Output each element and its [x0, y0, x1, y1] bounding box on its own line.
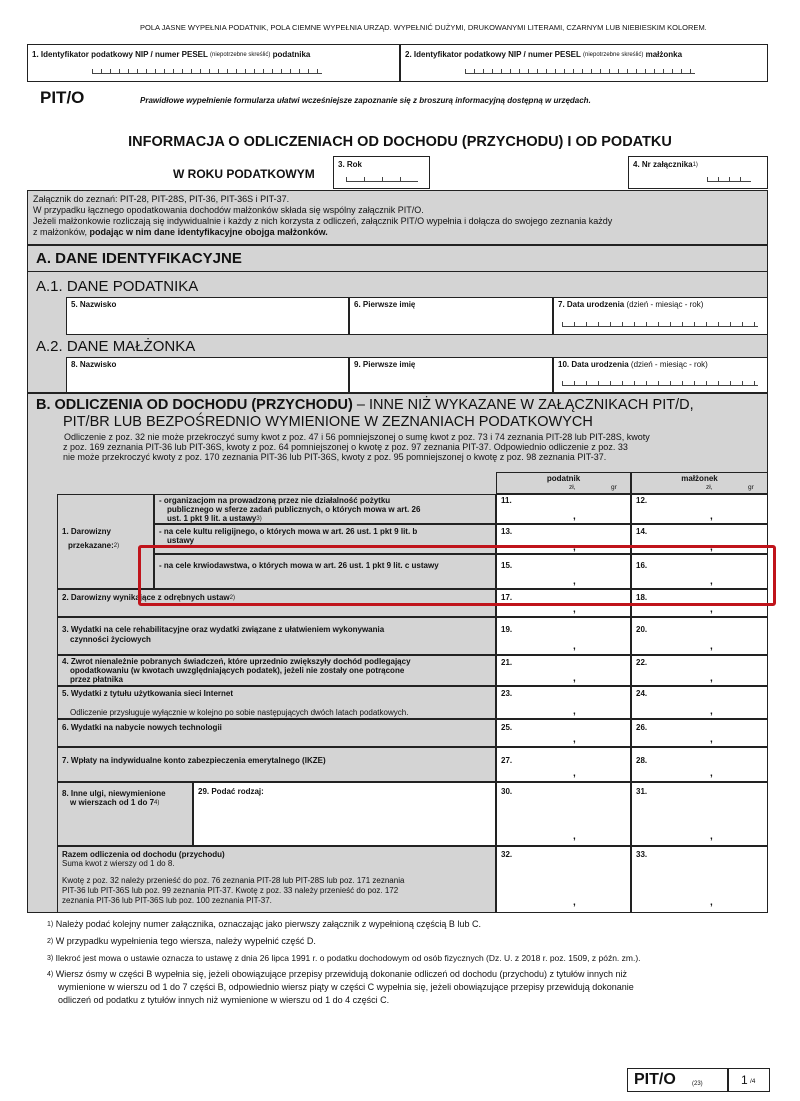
section-a-title: A. DANE IDENTYFIKACYJNE	[36, 250, 242, 267]
footer-form-code	[627, 1068, 728, 1092]
a1-birthdate-hint: (dzień - miesiąc - rok)	[626, 300, 704, 309]
intro-line-4a: z małżonków,	[33, 227, 88, 237]
row-1a-text-3: ust. 1 pkt 9 lit. a ustawy	[167, 514, 257, 523]
row-5-text-cell	[57, 686, 496, 719]
field-25[interactable]	[496, 719, 631, 747]
row-8-label-cell	[57, 782, 193, 846]
footnote-4-line-3: odliczeń od podatku z tytułów innych niż wymienione w wierszu od 1 do 4 części C.	[58, 995, 390, 1005]
field-23-comma: ,	[573, 706, 576, 717]
row-8-text-1: 8. Inne ulgi, niewymienione	[62, 789, 166, 798]
footnote-3: Ilekroć jest mowa o ustawie oznacza to ustawę z dnia 26 lipca 1991 r. o podatku dochodowym od osób fizycznych (Dz. U. z 2018 r. poz. 1509, z późn. zm.).	[55, 953, 641, 963]
footnote-2-mark: 2)	[47, 938, 54, 945]
field-28[interactable]	[631, 747, 768, 782]
section-b-note-1: Odliczenie z poz. 32 nie może przekroczyć sumy kwot z poz. 47 i 56 pomniejszonej o sumę kwot z poz. 73 i 74 zeznania PIT-28 lub PIT-28S, kwoty	[64, 432, 650, 442]
year-field-ticks	[346, 177, 418, 182]
row-1b-text-2: ustawy	[167, 536, 195, 545]
sum-subtitle: Suma kwot z wierszy od 1 do 8.	[62, 859, 175, 868]
row-1b-text-1: - na cele kultu religijnego, o których mowa w art. 26 ust. 1 pkt 9 lit. b	[159, 527, 418, 536]
section-b-note-2: z poz. 169 zeznania PIT-36 lub PIT-36S, kwoty z poz. 64 pomniejszonej o kwotę z poz. 97 zeznania PIT-37. Odpowiednio odliczenie z poz. 33	[63, 442, 628, 452]
a1-firstname-label: 6. Pierwsze imię	[354, 300, 416, 309]
year-field[interactable]	[333, 156, 430, 189]
row-2-text: 2. Darowizny wynikające z odrębnych ustaw	[62, 593, 230, 602]
row-7-text-cell	[57, 747, 496, 782]
row-5-text-1: 5. Wydatki z tytułu użytkowania sieci Internet	[62, 689, 234, 698]
field-26-comma: ,	[710, 734, 713, 745]
a2-firstname-field[interactable]	[349, 357, 553, 393]
row-8-sup: 4)	[154, 800, 160, 806]
footnote-4-line-2: wymienione w wierszu od 1 do 7 części B, odpowiednio wiersz piąty w części C wypełnia się, jeżeli obowiązujące przepisy przewidują dokonanie	[58, 982, 634, 992]
a2-surname-field[interactable]	[66, 357, 349, 393]
row-2-sup: 2)	[229, 595, 235, 601]
field-24[interactable]	[631, 686, 768, 719]
a2-birthdate-label: 10. Data urodzenia	[558, 360, 629, 369]
field-11-comma: ,	[573, 511, 576, 522]
a1-birthdate-ticks	[562, 322, 758, 327]
row-5-text-2: Odliczenie przysługuje wyłącznie w kolejno po sobie następujących dwóch latach podatkowych.	[70, 708, 409, 717]
row-6-text: 6. Wydatki na nabycie nowych technologii	[62, 723, 222, 732]
field-19-label: 19.	[501, 625, 513, 634]
field-24-comma: ,	[710, 706, 713, 717]
a1-surname-label: 5. Nazwisko	[71, 300, 117, 309]
year-field-label: 3. Rok	[338, 160, 363, 169]
field-12-label: 12.	[636, 496, 648, 505]
field-32-label: 32.	[501, 850, 513, 859]
section-a2-title: A.2. DANE MAŁŻONKA	[36, 338, 196, 355]
field-20-label: 20.	[636, 625, 648, 634]
a2-birthdate-hint: (dzień - miesiąc - rok)	[630, 360, 708, 369]
taxpayer-id-sup: (niepotrzebne skreślić)	[209, 52, 271, 58]
field-19[interactable]	[496, 617, 631, 655]
row-1-label-b: przekazane:	[68, 541, 114, 550]
a1-birthdate-field[interactable]	[553, 297, 768, 335]
row-4-text-1: 4. Zwrot nienależnie pobranych świadczeń, które uprzednio zwiększyły dochód podlegający	[62, 657, 411, 666]
field-20[interactable]	[631, 617, 768, 655]
field-29[interactable]	[193, 782, 496, 846]
intro-line-3: Jeżeli małżonkowie rozliczają się indywidualnie i każdy z nich korzysta z odliczeń, załącznik PIT/O wypełnia i dołącza do swojego zeznania każdy	[33, 216, 613, 226]
a2-birthdate-field[interactable]	[553, 357, 768, 393]
row-4-text-2: opodatkowaniu (w kwotach uwzględniających podatek), jeżeli nie zostały one potrącone	[70, 666, 405, 675]
field-31[interactable]	[631, 782, 768, 846]
attachment-number-field[interactable]	[628, 156, 768, 189]
field-30[interactable]	[496, 782, 631, 846]
field-31-label: 31.	[636, 787, 648, 796]
field-28-label: 28.	[636, 756, 648, 765]
spouse-id-sup: (niepotrzebne skreślić)	[582, 52, 644, 58]
row-3-text-1: 3. Wydatki na cele rehabilitacyjne oraz wydatki związane z ułatwieniem wykonywania	[62, 625, 385, 634]
field-15-label: 15.	[501, 561, 513, 570]
field-25-comma: ,	[573, 734, 576, 745]
spouse-id-ticks	[465, 69, 695, 74]
field-13-comma: ,	[573, 542, 576, 553]
row-6-text-cell	[57, 719, 496, 747]
col-podatnik-gr: gr	[611, 484, 617, 491]
field-13-label: 13.	[501, 527, 513, 536]
row-1-label-a: 1. Darowizny	[62, 527, 111, 536]
col-header-podatnik	[496, 472, 631, 494]
field-12-comma: ,	[710, 511, 713, 522]
field-31-comma: ,	[710, 831, 713, 842]
footnote-4-mark: 4)	[47, 971, 54, 978]
footer-version: (23)	[692, 1081, 703, 1087]
row-1a-text-1: - organizacjom na prowadzoną przez nie działalność pożytku	[159, 496, 391, 505]
spouse-id-suffix: małżonka	[645, 50, 683, 59]
taxpayer-id-suffix: podatnika	[272, 50, 311, 59]
row-1a-text-cell	[154, 494, 496, 524]
col-podatnik-label: podatnik	[546, 474, 581, 483]
footer-code: PIT/O	[634, 1071, 676, 1088]
footnote-3-mark: 3)	[47, 955, 54, 962]
field-27-comma: ,	[573, 768, 576, 779]
field-21-comma: ,	[573, 673, 576, 684]
field-21-label: 21.	[501, 658, 513, 667]
field-17-comma: ,	[573, 604, 576, 615]
field-22-comma: ,	[710, 673, 713, 684]
field-26-label: 26.	[636, 723, 648, 732]
attachment-number-sup: 1)	[692, 162, 698, 168]
footnote-2: W przypadku wypełnienia tego wiersza, należy wypełnić część D.	[55, 936, 316, 946]
highlight-box	[138, 545, 776, 606]
footer-page-number: 1	[741, 1073, 748, 1087]
form-hint: Prawidłowe wypełnienie formularza ułatwi wcześniejsze zapoznanie się z broszurą informacyjną dostępną w urzędach.	[140, 96, 591, 105]
section-a1-title: A.1. DANE PODATNIKA	[36, 278, 199, 295]
row-7-text: 7. Wpłaty na indywidualne konto zabezpieczenia emerytalnego (IKZE)	[62, 756, 326, 765]
field-16-comma: ,	[710, 576, 713, 587]
row-1a-sup: 3)	[256, 516, 262, 522]
footnote-4-line-1: Wiersz ósmy w części B wypełnia się, jeżeli obowiązujące przepisy przewidują dokonanie odliczeń od dochodu (przychodu) z tytułów innych niż	[55, 969, 628, 979]
field-26[interactable]	[631, 719, 768, 747]
sum-note-2: PIT-36 lub PIT-36S lub poz. 99 zeznania PIT-37. Kwotę z poz. 33 należy przenieść do poz. 172	[62, 886, 399, 895]
field-33[interactable]	[631, 846, 768, 913]
form-title: INFORMACJA O ODLICZENIACH OD DOCHODU (PRZYCHODU) I OD PODATKU	[128, 134, 672, 150]
field-23-label: 23.	[501, 689, 513, 698]
spouse-id-field[interactable]	[400, 44, 768, 82]
field-32[interactable]	[496, 846, 631, 913]
field-12[interactable]	[631, 494, 768, 524]
field-33-label: 33.	[636, 850, 648, 859]
field-29-label: 29. Podać rodzaj:	[198, 787, 264, 796]
field-25-label: 25.	[501, 723, 513, 732]
col-malzonek-label: małżonek	[681, 474, 718, 483]
field-30-label: 30.	[501, 787, 513, 796]
field-17-label: 17.	[501, 593, 513, 602]
field-14-label: 14.	[636, 527, 648, 536]
sum-note-3: zeznania PIT-36 lub PIT-36S lub poz. 100 zeznania PIT-37.	[62, 896, 272, 905]
tax-year-label: W ROKU PODATKOWYM	[173, 167, 315, 181]
field-28-comma: ,	[710, 768, 713, 779]
field-21[interactable]	[496, 655, 631, 686]
top-instruction-note: POLA JASNE WYPEŁNIA PODATNIK, POLA CIEMNE WYPEŁNIA URZĄD. WYPEŁNIĆ DUŻYMI, DRUKOWANYMI LITERAMI, CZARNYM LUB NIEBIESKIM KOLOREM.	[140, 23, 707, 32]
a1-birthdate-label: 7. Data urodzenia	[558, 300, 625, 309]
intro-line-2: W przypadku łącznego opodatkowania dochodów małżonków składa się wspólny załącznik PIT/O.	[33, 205, 424, 215]
col-header-malzonek	[631, 472, 768, 494]
row-1-sup: 2)	[113, 543, 120, 549]
row-1c-text: - na cele krwiodawstwa, o których mowa w art. 26 ust. 1 pkt 9 lit. c ustawy	[159, 561, 439, 570]
field-24-label: 24.	[636, 689, 648, 698]
taxpayer-id-label: 1. Identyfikator podatkowy NIP / numer PESEL	[32, 50, 208, 59]
field-27[interactable]	[496, 747, 631, 782]
field-33-comma: ,	[710, 897, 713, 908]
field-16-label: 16.	[636, 561, 648, 570]
field-18-comma: ,	[710, 604, 713, 615]
field-11-label: 11.	[501, 496, 512, 505]
field-22[interactable]	[631, 655, 768, 686]
section-b-note-3: nie może przekroczyć kwoty z poz. 170 zeznania PIT-36 lub PIT-36S, kwoty z poz. 95 pomniejszonej o kwotę z poz. 98 zeznania PIT-37.	[63, 452, 607, 462]
footer-page	[728, 1068, 770, 1092]
a1-firstname-field[interactable]	[349, 297, 553, 335]
row-3-text-cell	[57, 617, 496, 655]
row-3-text-2: czynności życiowych	[70, 635, 151, 644]
field-14-comma: ,	[710, 542, 713, 553]
field-15-comma: ,	[573, 576, 576, 587]
sum-note-1: Kwotę z poz. 32 należy przenieść do poz. 76 zeznania PIT-28 lub PIT-28S lub poz. 171 zeznania	[62, 876, 405, 885]
sum-text-cell	[57, 846, 496, 913]
intro-line-1: Załącznik do zeznań: PIT-28, PIT-28S, PIT-36, PIT-36S i PIT-37.	[33, 194, 290, 204]
row-4-text-3: przez płatnika	[70, 675, 123, 684]
footer-page-total: /4	[750, 1078, 756, 1085]
section-b-title-bold: B. ODLICZENIA OD DOCHODU (PRZYCHODU)	[36, 397, 353, 413]
footnote-1-mark: 1)	[47, 921, 54, 928]
field-22-label: 22.	[636, 658, 648, 667]
row-1a-text-2: publicznego w sferze zadań publicznych, o których mowa w art. 26	[167, 505, 421, 514]
spouse-id-label: 2. Identyfikator podatkowy NIP / numer PESEL	[405, 50, 581, 59]
col-malzonek-gr: gr	[748, 484, 754, 491]
row-8-text-2: w wierszach od 1 do 7	[70, 798, 155, 807]
field-27-label: 27.	[501, 756, 513, 765]
col-podatnik-zl: zł,	[569, 484, 576, 491]
section-b-title-line2: PIT/BR LUB BEZPOŚREDNIO WYMIENIONE W ZEZNANIACH PODATKOWYCH	[63, 414, 593, 430]
sum-title: Razem odliczenia od dochodu (przychodu)	[62, 850, 225, 859]
attachment-number-label: 4. Nr załącznika	[633, 160, 693, 169]
a2-birthdate-ticks	[562, 381, 758, 386]
field-23[interactable]	[496, 686, 631, 719]
field-30-comma: ,	[573, 831, 576, 842]
row-4-text-cell	[57, 655, 496, 686]
form-code: PIT/O	[40, 88, 85, 107]
taxpayer-id-field[interactable]	[27, 44, 400, 82]
field-11[interactable]	[496, 494, 631, 524]
a1-surname-field[interactable]	[66, 297, 349, 335]
field-19-comma: ,	[573, 641, 576, 652]
intro-line-4b: podając w nim dane identyfikacyjne obojga małżonków.	[89, 227, 328, 237]
col-malzonek-zl: zł,	[706, 484, 713, 491]
a2-firstname-label: 9. Pierwsze imię	[354, 360, 416, 369]
field-18-label: 18.	[636, 593, 648, 602]
section-b-title-rest: – INNE NIŻ WYKAZANE W ZAŁĄCZNIKACH PIT/D,	[356, 397, 694, 413]
a2-surname-label: 8. Nazwisko	[71, 360, 117, 369]
taxpayer-id-ticks	[92, 69, 322, 74]
attachment-number-ticks	[707, 177, 751, 182]
footnote-1: Należy podać kolejny numer załącznika, oznaczając jako pierwszy załącznik z wypełnioną częścią B lub C.	[55, 919, 481, 929]
field-32-comma: ,	[573, 897, 576, 908]
intro-block	[27, 190, 768, 245]
field-20-comma: ,	[710, 641, 713, 652]
